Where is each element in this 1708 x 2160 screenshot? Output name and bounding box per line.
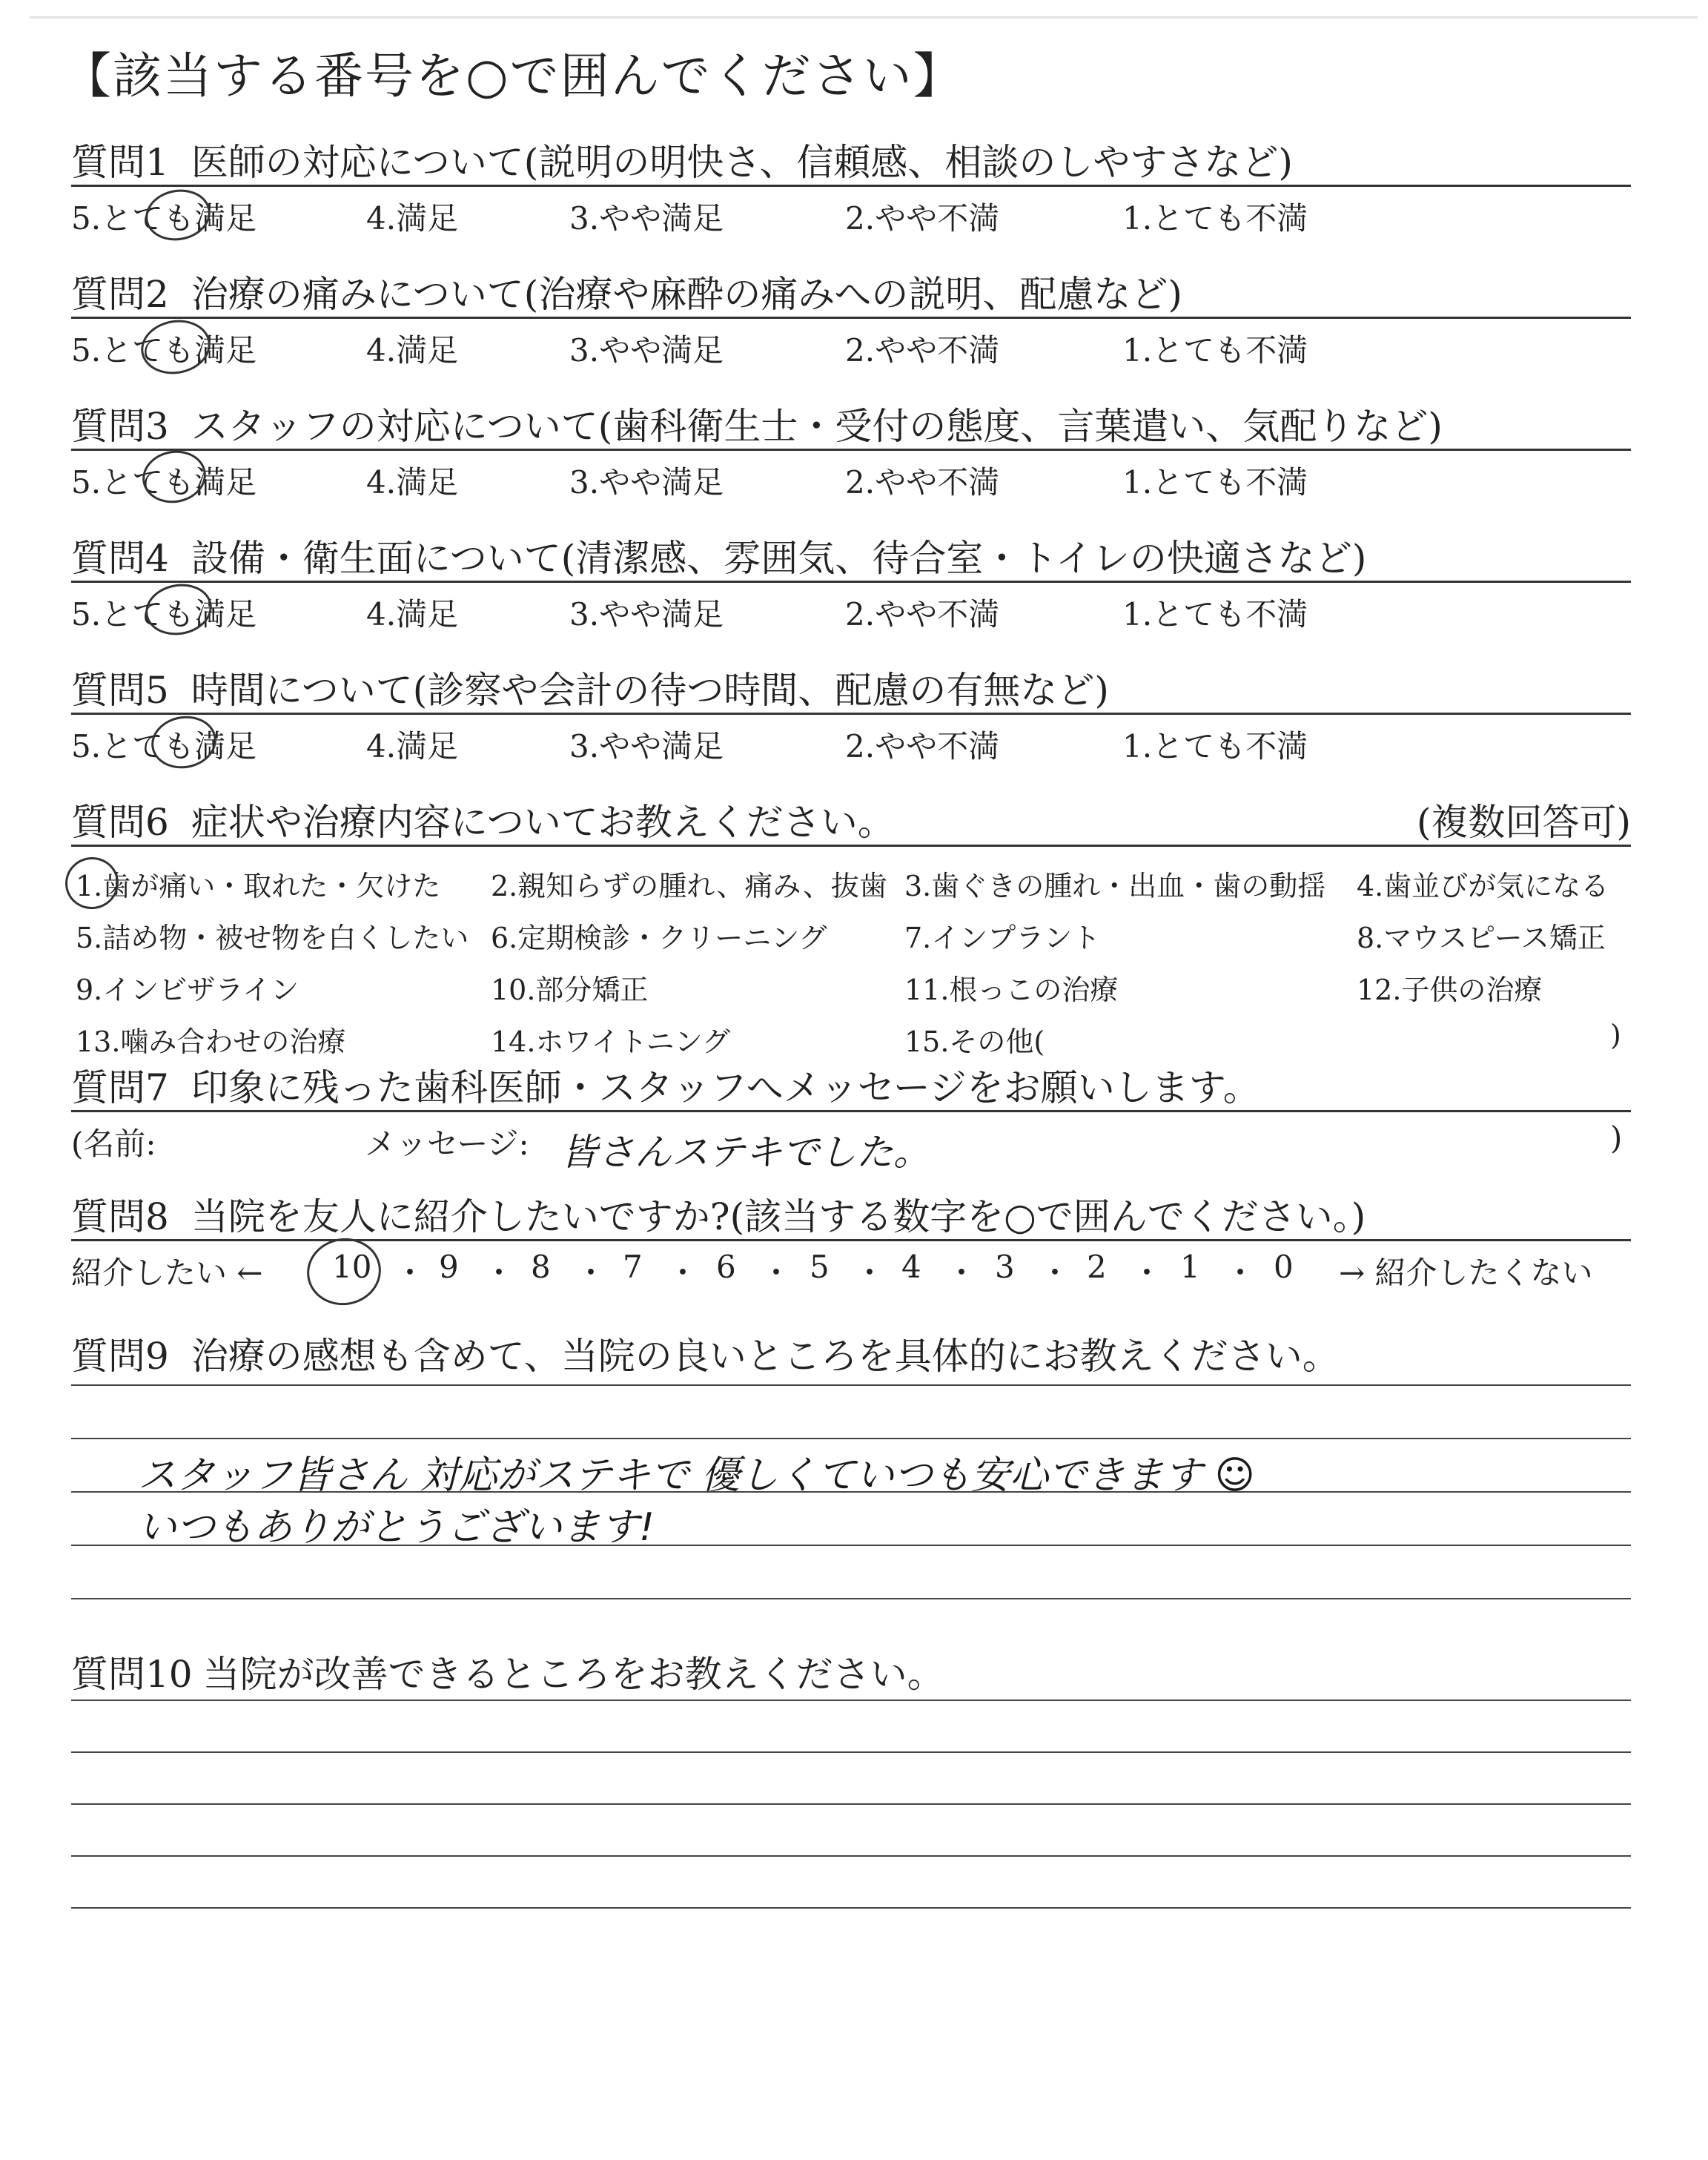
score-4[interactable]: 4 bbox=[901, 1249, 921, 1285]
question-10 bbox=[71, 1653, 1631, 1926]
dot-separator: ・ bbox=[761, 1255, 792, 1291]
question-number: 質問2 bbox=[71, 273, 169, 316]
option-satisfied[interactable]: 4.満足 bbox=[366, 464, 459, 501]
option-tooth-pain[interactable]: 1.歯が痛い・取れた・欠けた bbox=[76, 870, 441, 902]
option-satisfied[interactable]: 4.満足 bbox=[366, 596, 459, 633]
score-8[interactable]: 8 bbox=[531, 1249, 551, 1285]
question-number: 質問9 bbox=[71, 1335, 169, 1378]
option-very-dissatisfied[interactable]: 1.とても不満 bbox=[1122, 464, 1308, 501]
answer-line bbox=[71, 1700, 1631, 1701]
option-mouthpiece[interactable]: 8.マウスピース矯正 bbox=[1357, 922, 1606, 954]
option-invisalign[interactable]: 9.インビザライン bbox=[76, 974, 299, 1006]
dot-separator: ・ bbox=[667, 1255, 699, 1291]
option-bite[interactable]: 13.噛み合わせの治療 bbox=[76, 1025, 346, 1058]
option-whitening[interactable]: 14.ホワイトニング bbox=[491, 1025, 731, 1058]
selection-circle bbox=[61, 853, 122, 913]
question-text: 当院を友人に紹介したいですか?(該当する数字を○で囲んでください。) bbox=[191, 1195, 1366, 1238]
score-1[interactable]: 1 bbox=[1180, 1249, 1200, 1285]
question-8-heading bbox=[71, 1195, 1631, 1239]
dot-separator: ・ bbox=[1225, 1255, 1257, 1291]
answer-rule bbox=[71, 317, 1631, 319]
option-somewhat-dissatisfied[interactable]: 2.やや不満 bbox=[845, 332, 1000, 369]
question-number: 質問5 bbox=[71, 669, 169, 712]
question-9-heading bbox=[71, 1335, 1631, 1378]
option-root-canal[interactable]: 11.根っこの治療 bbox=[904, 974, 1119, 1006]
question-text: 設備・衛生面について(清潔感、雰囲気、待合室・トイレの快適さなど) bbox=[191, 537, 1367, 580]
form-title: 【該当する番号を○で囲んでください】 bbox=[62, 47, 964, 105]
question-text: 印象に残った歯科医師・スタッフへメッセージをお願いします。 bbox=[191, 1066, 1260, 1109]
option-satisfied[interactable]: 4.満足 bbox=[366, 728, 459, 764]
answer-line bbox=[71, 1907, 1631, 1909]
question-text: 医師の対応について(説明の明快さ、信頼感、相談のしやすさなど) bbox=[191, 141, 1293, 184]
answer-lines bbox=[71, 1697, 1631, 1926]
answer-line bbox=[71, 1751, 1631, 1753]
answer-rule bbox=[71, 713, 1631, 715]
selection-circle bbox=[302, 1232, 386, 1311]
answer-line bbox=[71, 1803, 1631, 1805]
answer-line bbox=[71, 1598, 1631, 1599]
question-number: 質問8 bbox=[71, 1195, 169, 1238]
score-7[interactable]: 7 bbox=[623, 1249, 643, 1285]
scan-top-edge bbox=[30, 16, 1698, 19]
dot-separator: ・ bbox=[394, 1255, 426, 1291]
question-text: スタッフの対応について(歯科衛生士・受付の態度、言葉遣い、気配りなど) bbox=[191, 405, 1443, 448]
dot-separator: ・ bbox=[575, 1255, 607, 1291]
answer-line-1[interactable]: スタッフ皆さん 対応がステキで 優しくていつも安心できます ☺ bbox=[138, 1453, 1255, 1498]
question-2-heading bbox=[71, 273, 1631, 317]
question-text: 当院が改善できるところをお教えください。 bbox=[202, 1653, 944, 1696]
option-very-satisfied[interactable]: 5.とても満足 bbox=[71, 464, 257, 501]
option-checkup-cleaning[interactable]: 6.定期検診・クリーニング bbox=[491, 922, 827, 954]
treatment-options bbox=[71, 847, 1631, 1056]
dot-separator: ・ bbox=[946, 1255, 978, 1291]
recommend-scale bbox=[71, 1249, 1631, 1298]
answer-rule bbox=[71, 1110, 1631, 1112]
recommend-right-label: → 紹介したくない bbox=[1339, 1255, 1593, 1291]
question-6 bbox=[71, 801, 1631, 1056]
option-somewhat-dissatisfied[interactable]: 2.やや不満 bbox=[845, 200, 1000, 237]
option-other-close: ) bbox=[1610, 1019, 1621, 1051]
option-somewhat-satisfied[interactable]: 3.やや満足 bbox=[569, 464, 724, 501]
answer-rule bbox=[71, 1239, 1631, 1241]
question-10-heading bbox=[71, 1653, 1631, 1697]
option-somewhat-satisfied[interactable]: 3.やや満足 bbox=[569, 596, 724, 633]
score-3[interactable]: 3 bbox=[995, 1249, 1015, 1285]
option-implant[interactable]: 7.インプラント bbox=[904, 922, 1101, 954]
message-label: メッセージ: bbox=[365, 1126, 529, 1162]
option-satisfied[interactable]: 4.満足 bbox=[366, 200, 459, 237]
question-4 bbox=[71, 537, 1631, 639]
option-alignment[interactable]: 4.歯並びが気になる bbox=[1357, 870, 1609, 902]
question-1-heading bbox=[71, 141, 1631, 185]
close-paren: ) bbox=[1610, 1120, 1623, 1156]
question-7-heading bbox=[71, 1066, 1631, 1110]
option-somewhat-dissatisfied[interactable]: 2.やや不満 bbox=[845, 464, 1000, 501]
recommend-left-label: 紹介したい ← bbox=[71, 1255, 263, 1291]
question-5-heading bbox=[71, 669, 1631, 713]
question-text: 時間について(診察や会計の待つ時間、配慮の有無など) bbox=[191, 669, 1109, 712]
name-label: (名前: bbox=[71, 1126, 156, 1162]
score-9[interactable]: 9 bbox=[439, 1249, 459, 1285]
question-2 bbox=[71, 273, 1631, 375]
question-number: 質問4 bbox=[71, 537, 169, 580]
option-satisfied[interactable]: 4.満足 bbox=[366, 332, 459, 369]
answer-rule bbox=[71, 185, 1631, 187]
question-text: 治療の痛みについて(治療や麻酔の痛みへの説明、配慮など) bbox=[191, 273, 1182, 316]
option-very-satisfied[interactable]: 5.とても満足 bbox=[71, 200, 257, 237]
question-4-heading bbox=[71, 537, 1631, 581]
option-gum-issues[interactable]: 3.歯ぐきの腫れ・出血・歯の動揺 bbox=[904, 870, 1326, 902]
option-somewhat-dissatisfied[interactable]: 2.やや不満 bbox=[845, 728, 1000, 764]
question-6-heading bbox=[71, 801, 1631, 845]
multiple-answers-note: (複数回答可) bbox=[1416, 801, 1631, 844]
option-very-dissatisfied[interactable]: 1.とても不満 bbox=[1122, 728, 1308, 764]
satisfaction-scale bbox=[71, 722, 1631, 771]
question-8 bbox=[71, 1195, 1631, 1298]
option-somewhat-dissatisfied[interactable]: 2.やや不満 bbox=[845, 596, 1000, 633]
score-6[interactable]: 6 bbox=[716, 1249, 736, 1285]
question-1 bbox=[71, 141, 1631, 243]
answer-line bbox=[71, 1438, 1631, 1439]
answer-line bbox=[71, 1855, 1631, 1857]
answer-line-2[interactable]: いつもありがとうございます! bbox=[138, 1505, 655, 1550]
option-somewhat-satisfied[interactable]: 3.やや満足 bbox=[569, 200, 724, 237]
question-7 bbox=[71, 1066, 1631, 1173]
dot-separator: ・ bbox=[1131, 1255, 1163, 1291]
question-number: 質問10 bbox=[71, 1653, 193, 1696]
option-somewhat-satisfied[interactable]: 3.やや満足 bbox=[569, 332, 724, 369]
question-3-heading bbox=[71, 405, 1631, 449]
score-2[interactable]: 2 bbox=[1087, 1249, 1107, 1285]
answer-lines bbox=[71, 1378, 1631, 1653]
question-number: 質問6 bbox=[71, 801, 169, 844]
answer-rule bbox=[71, 449, 1631, 451]
satisfaction-scale bbox=[71, 326, 1631, 375]
question-3 bbox=[71, 405, 1631, 507]
score-0[interactable]: 0 bbox=[1274, 1249, 1294, 1285]
dot-separator: ・ bbox=[483, 1255, 515, 1291]
answer-line bbox=[71, 1384, 1631, 1386]
message-row bbox=[71, 1120, 1631, 1173]
satisfaction-scale bbox=[71, 194, 1631, 243]
option-wisdom-tooth[interactable]: 2.親知らずの腫れ、痛み、抜歯 bbox=[491, 870, 887, 902]
option-very-dissatisfied[interactable]: 1.とても不満 bbox=[1122, 332, 1308, 369]
option-somewhat-satisfied[interactable]: 3.やや満足 bbox=[569, 728, 724, 764]
score-10[interactable]: 10 bbox=[332, 1249, 372, 1285]
option-partial-orthodontics[interactable]: 10.部分矯正 bbox=[491, 974, 649, 1006]
dot-separator: ・ bbox=[1039, 1255, 1071, 1291]
option-very-satisfied[interactable]: 5.とても満足 bbox=[71, 332, 257, 369]
option-very-dissatisfied[interactable]: 1.とても不満 bbox=[1122, 596, 1308, 633]
question-9 bbox=[71, 1335, 1631, 1653]
satisfaction-scale bbox=[71, 590, 1631, 639]
option-very-satisfied[interactable]: 5.とても満足 bbox=[71, 728, 257, 764]
option-other[interactable]: 15.その他( bbox=[904, 1025, 1045, 1058]
answer-rule bbox=[71, 581, 1631, 583]
question-text: 治療の感想も含めて、当院の良いところを具体的にお教えください。 bbox=[191, 1335, 1340, 1378]
question-number: 質問7 bbox=[71, 1066, 169, 1109]
score-5[interactable]: 5 bbox=[810, 1249, 830, 1285]
question-number: 質問1 bbox=[71, 141, 169, 184]
dot-separator: ・ bbox=[854, 1255, 886, 1291]
option-pediatric[interactable]: 12.子供の治療 bbox=[1357, 974, 1543, 1006]
question-number: 質問3 bbox=[71, 405, 169, 448]
question-text: 症状や治療内容についてお教えください。 bbox=[191, 801, 895, 844]
option-very-satisfied[interactable]: 5.とても満足 bbox=[71, 596, 257, 633]
question-5 bbox=[71, 669, 1631, 771]
message-answer[interactable]: 皆さんステキでした。 bbox=[560, 1131, 930, 1174]
satisfaction-scale bbox=[71, 458, 1631, 507]
option-very-dissatisfied[interactable]: 1.とても不満 bbox=[1122, 200, 1308, 237]
survey-form bbox=[62, 47, 1631, 1926]
option-whitening-fillings[interactable]: 5.詰め物・被せ物を白くしたい bbox=[76, 922, 469, 954]
